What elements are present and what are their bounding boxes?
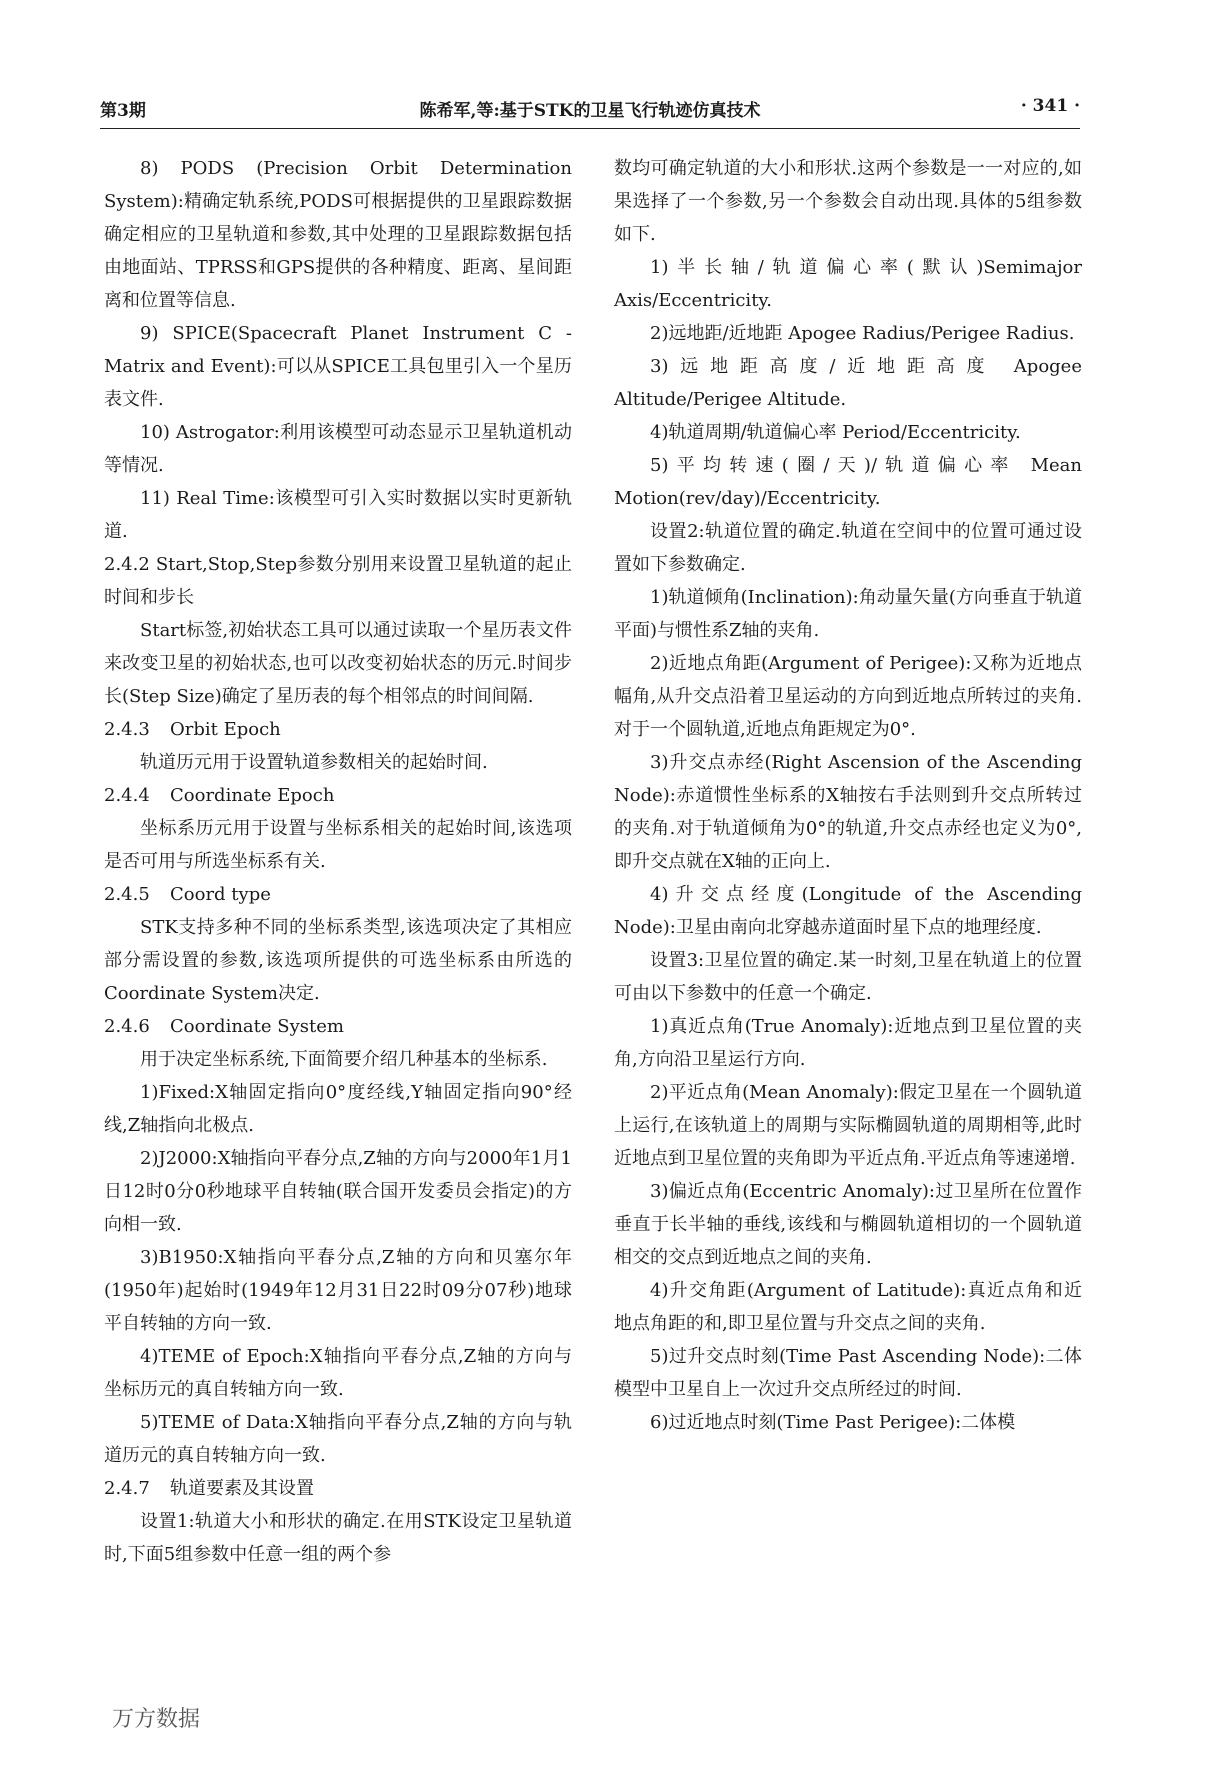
body-paragraph: 3)B1950:X轴指向平春分点,Z轴的方向和贝塞尔年(1950年)起始时(1949年12月31日22时09分07秒)地球平自转轴的方向一致.	[104, 1247, 572, 1334]
body-paragraph: 用于决定坐标系统,下面简要介绍几种基本的坐标系.	[140, 1049, 548, 1070]
body-paragraph: 5)平均转速(圈/天)/轨道偏心率 Mean Motion(rev/day)/Eccentricity.	[614, 455, 1082, 509]
body-paragraph: 2)平近点角(Mean Anomaly):假定卫星在一个圆轨道上运行,在该轨道上的周期与实际椭圆轨道的周期相等,此时近地点到卫星位置的夹角即为平近点角.平近点角等速递增.	[614, 1082, 1082, 1169]
body-paragraph: 2)J2000:X轴指向平春分点,Z轴的方向与2000年1月1日12时0分0秒地球平自转轴(联合国开发委员会指定)的方向相一致.	[104, 1148, 572, 1235]
page-number: · 341 ·	[1020, 96, 1080, 116]
running-title: 陈希军,等:基于STK的卫星飞行轨迹仿真技术	[419, 101, 761, 121]
section-heading	[104, 1472, 572, 1505]
body-paragraph: 8) PODS (Precision Orbit Determination System):精确定轨系统,PODS可根据提供的卫星跟踪数据确定相应的卫星轨道和参数,其中处理的卫星跟踪数据包括由地面站、TPRSS和GPS提供的各种精度、距离、星间距离和位置等信息.	[104, 158, 572, 311]
body-paragraph: 设置2:轨道位置的确定.轨道在空间中的位置可通过设置如下参数确定.	[614, 521, 1082, 575]
body-paragraph: 10) Astrogator:利用该模型可动态显示卫星轨道机动等情况.	[104, 422, 572, 476]
body-paragraph: 4)升交角距(Argument of Latitude):真近点角和近地点角距的和,即卫星位置与升交点之间的夹角.	[614, 1280, 1082, 1334]
body-paragraph: 11) Real Time:该模型可引入实时数据以实时更新轨道.	[104, 488, 572, 542]
running-header	[100, 96, 1080, 122]
body-paragraph: Start标签,初始状态工具可以通过读取一个星历表文件来改变卫星的初始状态,也可以改变初始状态的历元.时间步长(Step Size)确定了星历表的每个相邻点的时间间隔.	[104, 620, 572, 707]
section-heading	[104, 779, 572, 812]
body-paragraph: 2.4.2 Start,Stop,Step参数分别用来设置卫星轨道的起止时间和步长	[104, 554, 572, 608]
section-title: Coordinate Epoch	[170, 785, 335, 806]
body-paragraph: 4)升交点经度(Longitude of the Ascending Node):卫星由南向北穿越赤道面时星下点的地理经度.	[614, 884, 1082, 938]
section-number: 2.4.3	[104, 719, 150, 740]
right-column	[614, 152, 1082, 1439]
section-title: 轨道要素及其设置	[170, 1478, 314, 1499]
section-heading	[104, 878, 572, 911]
body-paragraph: 设置3:卫星位置的确定.某一时刻,卫星在轨道上的位置可由以下参数中的任意一个确定.	[614, 950, 1082, 1004]
issue-number: 第3期	[100, 101, 146, 121]
body-paragraph: 1)半长轴/轨道偏心率(默认)Semimajor Axis/Eccentricity.	[614, 257, 1082, 311]
body-paragraph: 数均可确定轨道的大小和形状.这两个参数是一一对应的,如果选择了一个参数,另一个参数会自动出现.具体的5组参数如下.	[614, 158, 1082, 245]
section-number: 2.4.5	[104, 884, 150, 905]
body-paragraph: 4)TEME of Epoch:X轴指向平春分点,Z轴的方向与坐标历元的真自转轴方向一致.	[104, 1346, 572, 1400]
body-paragraph: 3)升交点赤经(Right Ascension of the Ascending Node):赤道惯性坐标系的X轴按右手法则到升交点所转过的夹角.对于轨道倾角为0°的轨道,升交点赤经也定义为0°,即升交点就在X轴的正向上.	[614, 752, 1082, 872]
section-title: Coord type	[170, 884, 271, 905]
body-paragraph: 1)Fixed:X轴固定指向0°度经线,Y轴固定指向90°经线,Z轴指向北极点.	[104, 1082, 572, 1136]
header-rule	[100, 128, 1080, 129]
section-title: Coordinate System	[170, 1016, 344, 1037]
body-paragraph: 6)过近地点时刻(Time Past Perigee):二体模	[650, 1412, 1016, 1433]
body-paragraph: 坐标系历元用于设置与坐标系相关的起始时间,该选项是否可用与所选坐标系有关.	[104, 818, 572, 872]
body-paragraph: 4)轨道周期/轨道偏心率 Period/Eccentricity.	[650, 422, 1021, 443]
body-paragraph: 3)远地距高度/近地距高度 Apogee Altitude/Perigee Altitude.	[614, 356, 1082, 410]
body-paragraph: 2)远地距/近地距 Apogee Radius/Perigee Radius.	[650, 323, 1075, 344]
body-paragraph: 轨道历元用于设置轨道参数相关的起始时间.	[140, 752, 488, 773]
body-paragraph: 2)近地点角距(Argument of Perigee):又称为近地点幅角,从升交点沿着卫星运动的方向到近地点所转过的夹角.对于一个圆轨道,近地点角距规定为0°.	[614, 653, 1082, 740]
body-paragraph: 5)TEME of Data:X轴指向平春分点,Z轴的方向与轨道历元的真自转轴方向一致.	[104, 1412, 572, 1466]
body-paragraph: 1)真近点角(True Anomaly):近地点到卫星位置的夹角,方向沿卫星运行方向.	[614, 1016, 1082, 1070]
section-number: 2.4.6	[104, 1016, 150, 1037]
section-number: 2.4.7	[104, 1478, 150, 1499]
body-paragraph: 3)偏近点角(Eccentric Anomaly):过卫星所在位置作垂直于长半轴的垂线,该线和与椭圆轨道相切的一个圆轨道相交的交点到近地点之间的夹角.	[614, 1181, 1082, 1268]
body-paragraph: 1)轨道倾角(Inclination):角动量矢量(方向垂直于轨道平面)与惯性系Z轴的夹角.	[614, 587, 1082, 641]
body-paragraph: 设置1:轨道大小和形状的确定.在用STK设定卫星轨道时,下面5组参数中任意一组的两个参	[104, 1511, 572, 1565]
section-heading	[104, 713, 572, 746]
body-paragraph: 9) SPICE(Spacecraft Planet Instrument C - Matrix and Event):可以从SPICE工具包里引入一个星历表文件.	[104, 323, 572, 410]
section-title: Orbit Epoch	[170, 719, 281, 740]
body-paragraph: STK支持多种不同的坐标系类型,该选项决定了其相应部分需设置的参数,该选项所提供的可选坐标系由所选的Coordinate System决定.	[104, 917, 572, 1004]
watermark-text: 万方数据	[112, 1707, 201, 1732]
section-heading	[104, 1010, 572, 1043]
left-column	[104, 152, 572, 1571]
section-number: 2.4.4	[104, 785, 150, 806]
body-paragraph: 5)过升交点时刻(Time Past Ascending Node):二体模型中卫星自上一次过升交点所经过的时间.	[614, 1346, 1082, 1400]
